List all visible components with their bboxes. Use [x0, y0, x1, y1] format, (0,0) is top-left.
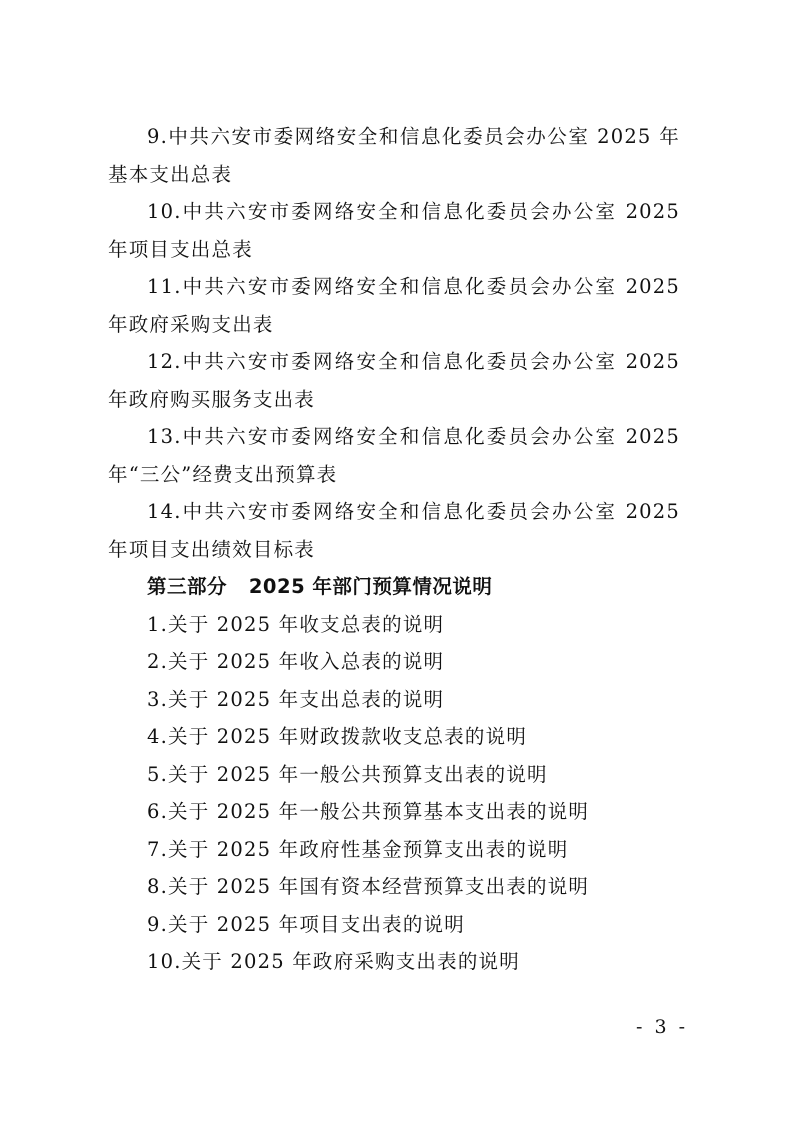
explanation-item-8: 8.关于 2025 年国有资本经营预算支出表的说明 [147, 875, 590, 898]
explanation-item-2: 2.关于 2025 年收入总表的说明 [147, 650, 445, 673]
explanation-item-10: 10.关于 2025 年政府采购支出表的说明 [147, 950, 520, 973]
explanation-item-4: 4.关于 2025 年财政拨款收支总表的说明 [147, 725, 528, 748]
explanation-item-9: 9.关于 2025 年项目支出表的说明 [147, 912, 465, 936]
explanation-item-5: 5.关于 2025 年一般公共预算支出表的说明 [147, 762, 548, 786]
list-item-10: 10.中共六安市委网络安全和信息化委员会办公室 2025 年项目支出总表 [108, 200, 680, 261]
list-item-14: 14.中共六安市委网络安全和信息化委员会办公室 2025 年项目支出绩效目标表 [108, 500, 680, 561]
page-content [108, 118, 680, 981]
list-item-9: 9.中共六安市委网络安全和信息化委员会办公室 2025 年基本支出总表 [108, 125, 680, 186]
explanation-item-7: 7.关于 2025 年政府性基金预算支出表的说明 [147, 837, 569, 861]
explanation-item-6: 6.关于 2025 年一般公共预算基本支出表的说明 [147, 800, 590, 823]
explanation-item-3: 3.关于 2025 年支出总表的说明 [147, 687, 445, 711]
list-item-13: 13.中共六安市委网络安全和信息化委员会办公室 2025 年“三公”经费支出预算表 [108, 425, 680, 486]
list-item-11: 11.中共六安市委网络安全和信息化委员会办公室 2025 年政府采购支出表 [108, 275, 680, 336]
page-number: - 3 - [636, 1016, 689, 1038]
explanation-item-1: 1.关于 2025 年收支总表的说明 [147, 612, 445, 636]
list-item-12: 12.中共六安市委网络安全和信息化委员会办公室 2025 年政府购买服务支出表 [108, 350, 680, 411]
section-heading: 第三部分 2025 年部门预算情况说明 [147, 575, 493, 598]
